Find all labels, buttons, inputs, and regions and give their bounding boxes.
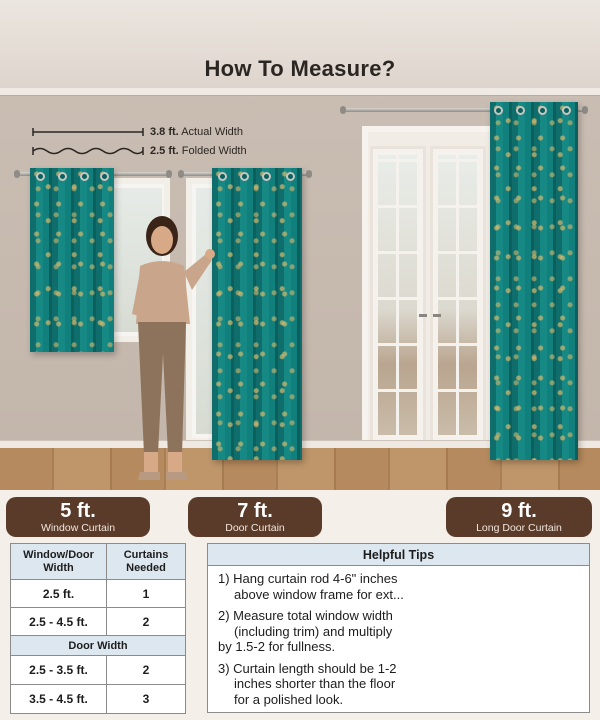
- page-title: How To Measure?: [204, 56, 396, 81]
- table-row: 2.5 ft. 1: [11, 580, 186, 608]
- tag-label: Window Curtain: [40, 522, 116, 534]
- french-door: [362, 126, 498, 452]
- tag-label: Door Curtain: [225, 522, 285, 534]
- actual-width-value: 3.8 ft.: [150, 126, 179, 138]
- tip-item: 3) Curtain length should be 1-2 inches shorter than the floor for a polished look.: [218, 660, 397, 707]
- door-curtain: [212, 168, 302, 460]
- tag-label: Long Door Curtain: [476, 522, 562, 534]
- table-row: 2.5 - 3.5 ft. 2: [11, 656, 186, 685]
- crown-molding: [0, 88, 600, 96]
- table-row: 2.5 - 4.5 ft. 2: [11, 608, 186, 636]
- window-curtain-tag: [6, 497, 150, 537]
- actual-width-measure: [32, 124, 243, 140]
- window-curtain: [30, 168, 114, 352]
- tips-heading: Helpful Tips: [208, 544, 589, 566]
- long-door-curtain-tag: [446, 497, 592, 537]
- table-header-count: Curtains Needed: [107, 544, 186, 580]
- folded-width-value: 2.5 ft.: [150, 145, 179, 157]
- woman-figure: [120, 214, 220, 486]
- table-row: 3.5 - 4.5 ft. 3: [11, 685, 186, 714]
- curtain-sizing-table: [10, 543, 186, 714]
- actual-width-label: Actual Width: [181, 126, 243, 138]
- long-door-curtain: [490, 102, 578, 460]
- wavy-arrow-icon: [32, 145, 144, 157]
- folded-width-label: Folded Width: [181, 145, 247, 157]
- tag-size: 9 ft.: [501, 500, 537, 522]
- tip-item: 2) Measure total window width (including trim) and multiply by 1.5-2 for fullness.: [218, 608, 393, 654]
- door-curtain-tag: [188, 497, 322, 537]
- helpful-tips-panel: [207, 543, 590, 713]
- table-subheader: Door Width: [11, 636, 186, 656]
- tag-size: 5 ft.: [60, 500, 96, 522]
- table-header-width: Window/Door Width: [11, 544, 107, 580]
- tip-item: 1) Hang curtain rod 4-6" inches above window frame for ext...: [218, 571, 404, 602]
- folded-width-measure: [32, 143, 247, 159]
- straight-arrow-icon: [32, 126, 144, 138]
- tag-size: 7 ft.: [237, 500, 273, 522]
